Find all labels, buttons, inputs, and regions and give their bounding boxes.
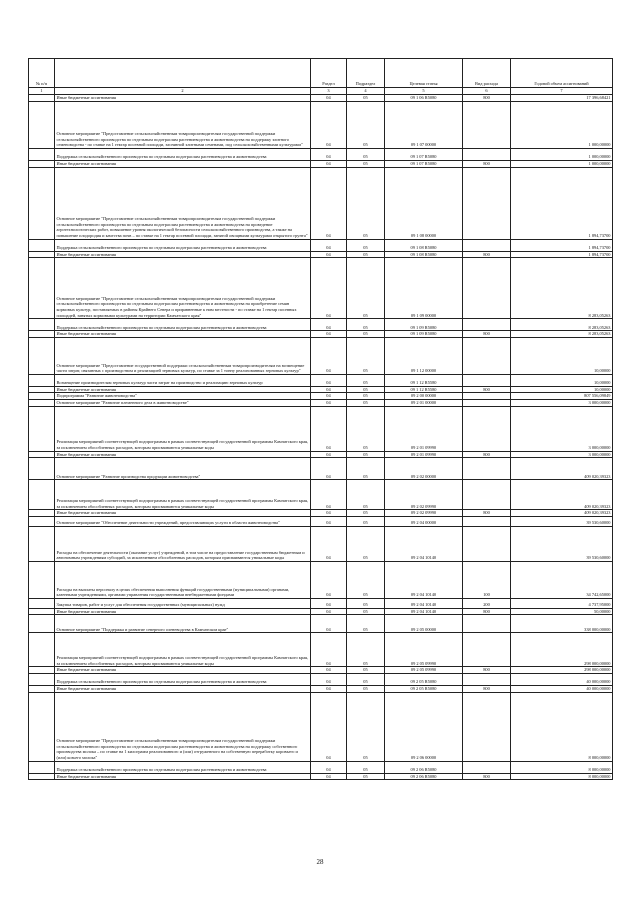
cell-name: Основное мероприятие "Обеспечение деятельности учреждений, предоставляющих услуги в области животноводства" bbox=[55, 516, 311, 526]
cell-expense-type: 100 bbox=[463, 561, 511, 598]
cell-razdel: 04 bbox=[311, 319, 347, 331]
cell-number bbox=[29, 161, 55, 168]
cell-name: Основное мероприятие "Поддержка и развитие северного оленеводства в Камчатском крае" bbox=[55, 615, 311, 633]
table-row bbox=[29, 561, 613, 598]
cell-number bbox=[29, 667, 55, 674]
cell-amount: 8 283,05263 bbox=[511, 331, 613, 338]
cell-amount: 40 000,00000 bbox=[511, 685, 613, 692]
cell-razdel: 04 bbox=[311, 667, 347, 674]
cell-target-article: 09 2 05 R5080 bbox=[385, 673, 463, 685]
cell-amount: 807 556,09849 bbox=[511, 393, 613, 400]
cell-expense-type bbox=[463, 526, 511, 561]
table-row bbox=[29, 239, 613, 251]
cell-expense-type bbox=[463, 374, 511, 386]
cell-razdel: 04 bbox=[311, 258, 347, 319]
cell-expense-type bbox=[463, 399, 511, 406]
cell-razdel: 04 bbox=[311, 337, 347, 374]
cell-podrazdel: 05 bbox=[347, 615, 385, 633]
cell-expense-type bbox=[463, 406, 511, 451]
cell-target-article: 09 2 04 10140 bbox=[385, 526, 463, 561]
table-row bbox=[29, 458, 613, 480]
cell-number bbox=[29, 319, 55, 331]
cell-amount: 409 020,39323 bbox=[511, 458, 613, 480]
cell-number bbox=[29, 393, 55, 400]
cell-razdel: 04 bbox=[311, 516, 347, 526]
cell-name: Поддержка сельскохозяйственного производства по отдельным подотраслям растениеводства и животноводства bbox=[55, 673, 311, 685]
cell-target-article: 09 1 09 00000 bbox=[385, 258, 463, 319]
header-cell-annual-amount: Годовой объем ассигнований bbox=[511, 59, 613, 88]
table-row bbox=[29, 95, 613, 102]
cell-expense-type bbox=[463, 337, 511, 374]
cell-target-article: 09 2 02 09990 bbox=[385, 510, 463, 517]
cell-razdel: 04 bbox=[311, 692, 347, 761]
cell-expense-type: 800 bbox=[463, 451, 511, 458]
cell-number bbox=[29, 615, 55, 633]
cell-expense-type bbox=[463, 149, 511, 161]
table-row bbox=[29, 608, 613, 615]
cell-number bbox=[29, 673, 55, 685]
cell-razdel: 04 bbox=[311, 761, 347, 773]
cell-name: Иные бюджетные ассигнования bbox=[55, 161, 311, 168]
cell-amount: 17 396,68421 bbox=[511, 95, 613, 102]
cell-target-article: 09 2 04 10140 bbox=[385, 598, 463, 608]
page-number: 28 bbox=[316, 858, 324, 866]
cell-number bbox=[29, 337, 55, 374]
cell-target-article: 09 1 06 R5080 bbox=[385, 95, 463, 102]
cell-number bbox=[29, 598, 55, 608]
table-row bbox=[29, 386, 613, 393]
cell-razdel: 04 bbox=[311, 393, 347, 400]
cell-razdel: 04 bbox=[311, 685, 347, 692]
cell-amount: 10,00000 bbox=[511, 386, 613, 393]
cell-name: Основное мероприятие "Предоставление сельскохозяйственным товаропроизводителям государственной поддержки сельскохозяйственного производства по отдельным подотраслям растениеводства и животноводства на приобретение семян кормовых культур, поставляемых в районы Крайнего Севера и приравненные к ним местности - по ставке на 1 гектар посевных площадей, занятых кормовыми культурами на территории Камчатского края" bbox=[55, 258, 311, 319]
cell-amount: 1 000,00000 bbox=[511, 161, 613, 168]
cell-expense-type bbox=[463, 258, 511, 319]
cell-target-article: 09 2 00 00000 bbox=[385, 393, 463, 400]
cell-number bbox=[29, 102, 55, 149]
cell-podrazdel: 05 bbox=[347, 95, 385, 102]
cell-name: Иные бюджетные ассигнования bbox=[55, 510, 311, 517]
cell-amount: 409 020,39323 bbox=[511, 480, 613, 510]
cell-podrazdel: 05 bbox=[347, 406, 385, 451]
cell-expense-type: 800 bbox=[463, 95, 511, 102]
table-row bbox=[29, 685, 613, 692]
cell-podrazdel: 05 bbox=[347, 451, 385, 458]
cell-number bbox=[29, 406, 55, 451]
table-row bbox=[29, 451, 613, 458]
cell-expense-type bbox=[463, 516, 511, 526]
cell-target-article: 09 2 05 09990 bbox=[385, 667, 463, 674]
cell-target-article: 09 1 09 R5080 bbox=[385, 319, 463, 331]
cell-razdel: 04 bbox=[311, 451, 347, 458]
cell-name: Иные бюджетные ассигнования bbox=[55, 331, 311, 338]
table-row bbox=[29, 526, 613, 561]
cell-podrazdel: 05 bbox=[347, 510, 385, 517]
cell-target-article: 09 2 05 R5080 bbox=[385, 685, 463, 692]
cell-razdel: 04 bbox=[311, 773, 347, 780]
cell-number bbox=[29, 239, 55, 251]
cell-name: Расходы на обеспечение деятельности (оказание услуг) учреждений, в том числе на предоставление государственным бюджетным и автономным учреждениям субсидий, за исключением обособленных расходов, которым присваиваются уникальные коды bbox=[55, 526, 311, 561]
cell-expense-type bbox=[463, 615, 511, 633]
cell-amount: 298 000,00000 bbox=[511, 667, 613, 674]
cell-amount: 8 000,00000 bbox=[511, 761, 613, 773]
cell-podrazdel: 05 bbox=[347, 374, 385, 386]
table-row bbox=[29, 598, 613, 608]
cell-podrazdel: 05 bbox=[347, 561, 385, 598]
cell-amount: 1 000,00000 bbox=[511, 149, 613, 161]
cell-razdel: 04 bbox=[311, 167, 347, 239]
cell-razdel: 04 bbox=[311, 149, 347, 161]
cell-target-article: 09 2 01 00000 bbox=[385, 399, 463, 406]
cell-number bbox=[29, 685, 55, 692]
cell-amount: 409 020,39323 bbox=[511, 510, 613, 517]
cell-name: Иные бюджетные ассигнования bbox=[55, 451, 311, 458]
cell-podrazdel: 05 bbox=[347, 393, 385, 400]
cell-amount: 3 000,00000 bbox=[511, 451, 613, 458]
cell-name: Расходы на выплаты персоналу в целях обеспечения выполнения функций государственными (муниципальными) органами, казенными учреждениями, органами управления государственными внебюджетными фондами bbox=[55, 561, 311, 598]
cell-razdel: 04 bbox=[311, 386, 347, 393]
cell-podrazdel: 05 bbox=[347, 239, 385, 251]
header-cell-number: № п/п bbox=[29, 59, 55, 88]
cell-expense-type bbox=[463, 239, 511, 251]
cell-podrazdel: 05 bbox=[347, 399, 385, 406]
header-cell-podrazdel: Подраздел bbox=[347, 59, 385, 88]
cell-razdel: 04 bbox=[311, 102, 347, 149]
cell-razdel: 04 bbox=[311, 95, 347, 102]
cell-razdel: 04 bbox=[311, 526, 347, 561]
table-row bbox=[29, 510, 613, 517]
cell-name: Иные бюджетные ассигнования bbox=[55, 386, 311, 393]
cell-target-article: 09 2 02 00000 bbox=[385, 458, 463, 480]
cell-expense-type: 800 bbox=[463, 608, 511, 615]
cell-name: Поддержка сельскохозяйственного производства по отдельным подотраслям растениеводства и животноводства bbox=[55, 239, 311, 251]
cell-number bbox=[29, 458, 55, 480]
cell-name: Возмещение производителям зерновых культур части затрат на производство и реализацию зерновых культур bbox=[55, 374, 311, 386]
cell-number bbox=[29, 773, 55, 780]
column-number: 3 bbox=[311, 88, 347, 95]
cell-razdel: 04 bbox=[311, 239, 347, 251]
cell-amount: 10,00000 bbox=[511, 337, 613, 374]
cell-amount: 39 530,60000 bbox=[511, 526, 613, 561]
cell-expense-type: 800 bbox=[463, 667, 511, 674]
table-row bbox=[29, 773, 613, 780]
cell-target-article: 09 2 05 00000 bbox=[385, 615, 463, 633]
cell-amount: 8 000,00000 bbox=[511, 692, 613, 761]
cell-podrazdel: 05 bbox=[347, 608, 385, 615]
cell-podrazdel: 05 bbox=[347, 251, 385, 258]
cell-expense-type: 800 bbox=[463, 251, 511, 258]
cell-podrazdel: 05 bbox=[347, 149, 385, 161]
cell-amount: 8 283,05263 bbox=[511, 258, 613, 319]
cell-expense-type bbox=[463, 761, 511, 773]
cell-podrazdel: 05 bbox=[347, 526, 385, 561]
cell-expense-type bbox=[463, 393, 511, 400]
cell-podrazdel: 05 bbox=[347, 667, 385, 674]
cell-target-article: 09 2 05 09990 bbox=[385, 633, 463, 667]
cell-podrazdel: 05 bbox=[347, 480, 385, 510]
cell-number bbox=[29, 149, 55, 161]
header-row bbox=[29, 59, 613, 88]
cell-name: Реализация мероприятий соответствующей подпрограммы в рамках соответствующей государственной программы Камчатского края, за исключением обособленных расходов, которым присваиваются уникальные коды bbox=[55, 480, 311, 510]
cell-razdel: 04 bbox=[311, 399, 347, 406]
cell-number bbox=[29, 95, 55, 102]
cell-target-article: 09 1 07 R5080 bbox=[385, 161, 463, 168]
table-row bbox=[29, 615, 613, 633]
cell-amount: 1 000,00000 bbox=[511, 102, 613, 149]
cell-podrazdel: 05 bbox=[347, 386, 385, 393]
cell-target-article: 09 1 12 R5580 bbox=[385, 386, 463, 393]
cell-razdel: 04 bbox=[311, 480, 347, 510]
cell-target-article: 09 1 09 R5080 bbox=[385, 331, 463, 338]
cell-podrazdel: 05 bbox=[347, 773, 385, 780]
cell-podrazdel: 05 bbox=[347, 258, 385, 319]
cell-podrazdel: 05 bbox=[347, 319, 385, 331]
cell-razdel: 04 bbox=[311, 251, 347, 258]
cell-number bbox=[29, 633, 55, 667]
cell-target-article: 09 2 04 10140 bbox=[385, 608, 463, 615]
cell-target-article: 09 2 01 09990 bbox=[385, 406, 463, 451]
cell-number bbox=[29, 331, 55, 338]
table-row bbox=[29, 337, 613, 374]
cell-number bbox=[29, 692, 55, 761]
table-row bbox=[29, 667, 613, 674]
cell-target-article: 09 1 12 R5580 bbox=[385, 374, 463, 386]
cell-amount: 34 742,65000 bbox=[511, 561, 613, 598]
cell-target-article: 09 2 06 R5080 bbox=[385, 761, 463, 773]
cell-amount: 40 000,00000 bbox=[511, 673, 613, 685]
table-row bbox=[29, 102, 613, 149]
cell-expense-type: 800 bbox=[463, 386, 511, 393]
cell-expense-type bbox=[463, 673, 511, 685]
table-row bbox=[29, 673, 613, 685]
table-row bbox=[29, 406, 613, 451]
cell-expense-type: 800 bbox=[463, 685, 511, 692]
cell-expense-type: 800 bbox=[463, 161, 511, 168]
table-row bbox=[29, 251, 613, 258]
cell-name: Иные бюджетные ассигнования bbox=[55, 95, 311, 102]
column-number: 1 bbox=[29, 88, 55, 95]
table-row bbox=[29, 393, 613, 400]
cell-podrazdel: 05 bbox=[347, 598, 385, 608]
cell-name: Иные бюджетные ассигнования bbox=[55, 251, 311, 258]
cell-razdel: 04 bbox=[311, 561, 347, 598]
cell-razdel: 04 bbox=[311, 608, 347, 615]
table-row bbox=[29, 161, 613, 168]
cell-number bbox=[29, 251, 55, 258]
cell-razdel: 04 bbox=[311, 598, 347, 608]
table-row bbox=[29, 319, 613, 331]
cell-target-article: 09 2 02 09990 bbox=[385, 480, 463, 510]
table-row bbox=[29, 480, 613, 510]
table-row bbox=[29, 331, 613, 338]
cell-expense-type bbox=[463, 633, 511, 667]
cell-number bbox=[29, 258, 55, 319]
cell-target-article: 09 2 04 10140 bbox=[385, 561, 463, 598]
cell-podrazdel: 05 bbox=[347, 458, 385, 480]
cell-name: Поддержка сельскохозяйственного производства по отдельным подотраслям растениеводства и животноводства bbox=[55, 761, 311, 773]
column-number: 4 bbox=[347, 88, 385, 95]
cell-amount: 1 894,73700 bbox=[511, 167, 613, 239]
cell-number bbox=[29, 386, 55, 393]
cell-podrazdel: 05 bbox=[347, 516, 385, 526]
cell-razdel: 04 bbox=[311, 615, 347, 633]
header-cell-target-article: Целевая статья bbox=[385, 59, 463, 88]
cell-expense-type bbox=[463, 167, 511, 239]
cell-amount: 1 894,73700 bbox=[511, 251, 613, 258]
cell-target-article: 09 1 08 R5080 bbox=[385, 239, 463, 251]
cell-amount: 298 000,00000 bbox=[511, 633, 613, 667]
cell-name: Поддержка сельскохозяйственного производства по отдельным подотраслям растениеводства и животноводства bbox=[55, 149, 311, 161]
cell-expense-type: 200 bbox=[463, 598, 511, 608]
cell-name: Закупка товаров, работ и услуг для обеспечения государственных (муниципальных) нужд bbox=[55, 598, 311, 608]
cell-razdel: 04 bbox=[311, 374, 347, 386]
cell-amount: 3 000,00000 bbox=[511, 406, 613, 451]
cell-razdel: 04 bbox=[311, 673, 347, 685]
table-row bbox=[29, 149, 613, 161]
cell-name: Иные бюджетные ассигнования bbox=[55, 667, 311, 674]
cell-name: Основное мероприятие "Предоставление государственной поддержки сельскохозяйственным товаропроизводителям на возмещение части затрат, связанных с производством и реализацией зерновых культур, по ставке за 1 тонну реализованных зерновых культур" bbox=[55, 337, 311, 374]
cell-razdel: 04 bbox=[311, 510, 347, 517]
cell-amount: 1 894,73700 bbox=[511, 239, 613, 251]
cell-expense-type bbox=[463, 102, 511, 149]
cell-number bbox=[29, 608, 55, 615]
table-row bbox=[29, 258, 613, 319]
cell-number bbox=[29, 480, 55, 510]
column-number: 2 bbox=[55, 88, 311, 95]
cell-podrazdel: 05 bbox=[347, 761, 385, 773]
cell-amount: 10,00000 bbox=[511, 374, 613, 386]
cell-razdel: 04 bbox=[311, 161, 347, 168]
cell-podrazdel: 05 bbox=[347, 633, 385, 667]
cell-podrazdel: 05 bbox=[347, 331, 385, 338]
table-row bbox=[29, 633, 613, 667]
cell-amount: 338 000,00000 bbox=[511, 615, 613, 633]
cell-podrazdel: 05 bbox=[347, 102, 385, 149]
cell-expense-type: 800 bbox=[463, 773, 511, 780]
cell-expense-type bbox=[463, 458, 511, 480]
column-numbers-row bbox=[29, 88, 613, 95]
column-number: 5 bbox=[385, 88, 463, 95]
cell-target-article: 09 2 06 00000 bbox=[385, 692, 463, 761]
cell-amount: 8 000,00000 bbox=[511, 773, 613, 780]
cell-amount: 3 000,00000 bbox=[511, 399, 613, 406]
budget-sheet bbox=[28, 58, 612, 780]
table-row bbox=[29, 167, 613, 239]
cell-number bbox=[29, 561, 55, 598]
cell-name: Основное мероприятие "Предоставление сельскохозяйственным товаропроизводителям государственной поддержки сельскохозяйственного производства по отдельным подотраслям растениеводства и животноводства на поддержку собственного производства молока – по ставке на 1 килограмм реализованного и (или) отгруженного на собственную переработку коровьего и (или) козьего молока" bbox=[55, 692, 311, 761]
cell-target-article: 09 2 04 00000 bbox=[385, 516, 463, 526]
cell-razdel: 04 bbox=[311, 331, 347, 338]
cell-name: Поддержка сельскохозяйственного производства по отдельным подотраслям растениеводства и животноводства bbox=[55, 319, 311, 331]
cell-name: Основное мероприятие "Предоставление сельскохозяйственным товаропроизводителям государственной поддержки сельскохозяйственного производства по отдельным подотраслям растениеводства и животноводства на проведение агротехнологических работ, повышение уровня экологической безопасности сельскохозяйственного производства, а также на повышение плодородия и качества почв – по ставке на 1 гектар посевной площади, занятой овощными культурами открытого грунта" bbox=[55, 167, 311, 239]
cell-number bbox=[29, 516, 55, 526]
cell-target-article: 09 1 07 00000 bbox=[385, 102, 463, 149]
cell-target-article: 09 2 06 R5080 bbox=[385, 773, 463, 780]
cell-amount: 4 737,95000 bbox=[511, 598, 613, 608]
cell-expense-type: 800 bbox=[463, 510, 511, 517]
cell-expense-type bbox=[463, 480, 511, 510]
cell-target-article: 09 1 07 R5080 bbox=[385, 149, 463, 161]
cell-podrazdel: 05 bbox=[347, 167, 385, 239]
cell-podrazdel: 05 bbox=[347, 685, 385, 692]
cell-number bbox=[29, 761, 55, 773]
table-row bbox=[29, 761, 613, 773]
cell-target-article: 09 1 08 00000 bbox=[385, 167, 463, 239]
cell-amount: 39 530,60000 bbox=[511, 516, 613, 526]
cell-podrazdel: 05 bbox=[347, 692, 385, 761]
cell-number bbox=[29, 526, 55, 561]
cell-target-article: 09 2 01 09990 bbox=[385, 451, 463, 458]
column-number: 7 bbox=[511, 88, 613, 95]
cell-expense-type bbox=[463, 692, 511, 761]
cell-name: Подпрограмма "Развитие животноводства" bbox=[55, 393, 311, 400]
cell-target-article: 09 1 12 00000 bbox=[385, 337, 463, 374]
cell-podrazdel: 05 bbox=[347, 673, 385, 685]
cell-name: Основное мероприятие "Развитие племенного дела в животноводстве" bbox=[55, 399, 311, 406]
table-row bbox=[29, 374, 613, 386]
cell-expense-type: 800 bbox=[463, 331, 511, 338]
header-cell-expense-type: Вид расхода bbox=[463, 59, 511, 88]
cell-name: Реализация мероприятий соответствующей подпрограммы в рамках соответствующей государственной программы Камчатского края, за исключением обособленных расходов, которым присваиваются уникальные коды bbox=[55, 406, 311, 451]
column-number: 6 bbox=[463, 88, 511, 95]
cell-name: Основное мероприятие "Предоставление сельскохозяйственным товаропроизводителям государственной поддержки сельскохозяйственного производства по отдельным подотраслям растениеводства и животноводства на поддержку элитного семеноводства - по ставке на 1 гектар посевной площади, засеянной элитными семенами, под сельскохозяйственными культурами" bbox=[55, 102, 311, 149]
cell-name: Иные бюджетные ассигнования bbox=[55, 773, 311, 780]
header-cell-razdel: Раздел bbox=[311, 59, 347, 88]
cell-amount: 8 283,05263 bbox=[511, 319, 613, 331]
cell-name: Иные бюджетные ассигнования bbox=[55, 685, 311, 692]
cell-razdel: 04 bbox=[311, 406, 347, 451]
cell-razdel: 04 bbox=[311, 633, 347, 667]
cell-name: Основное мероприятие "Развитие производства продукции животноводства" bbox=[55, 458, 311, 480]
table-row bbox=[29, 399, 613, 406]
cell-name: Реализация мероприятий соответствующей подпрограммы в рамках соответствующей государственной программы Камчатского края, за исключением обособленных расходов, которым присваиваются уникальные коды bbox=[55, 633, 311, 667]
cell-number bbox=[29, 451, 55, 458]
budget-table bbox=[28, 58, 613, 780]
header-cell-name bbox=[55, 59, 311, 88]
cell-number bbox=[29, 374, 55, 386]
cell-number bbox=[29, 510, 55, 517]
cell-expense-type bbox=[463, 319, 511, 331]
cell-podrazdel: 05 bbox=[347, 161, 385, 168]
cell-podrazdel: 05 bbox=[347, 337, 385, 374]
table-row bbox=[29, 692, 613, 761]
cell-razdel: 04 bbox=[311, 458, 347, 480]
cell-amount: 50,00000 bbox=[511, 608, 613, 615]
table-row bbox=[29, 516, 613, 526]
cell-number bbox=[29, 167, 55, 239]
cell-name: Иные бюджетные ассигнования bbox=[55, 608, 311, 615]
cell-target-article: 09 1 08 R5080 bbox=[385, 251, 463, 258]
cell-number bbox=[29, 399, 55, 406]
